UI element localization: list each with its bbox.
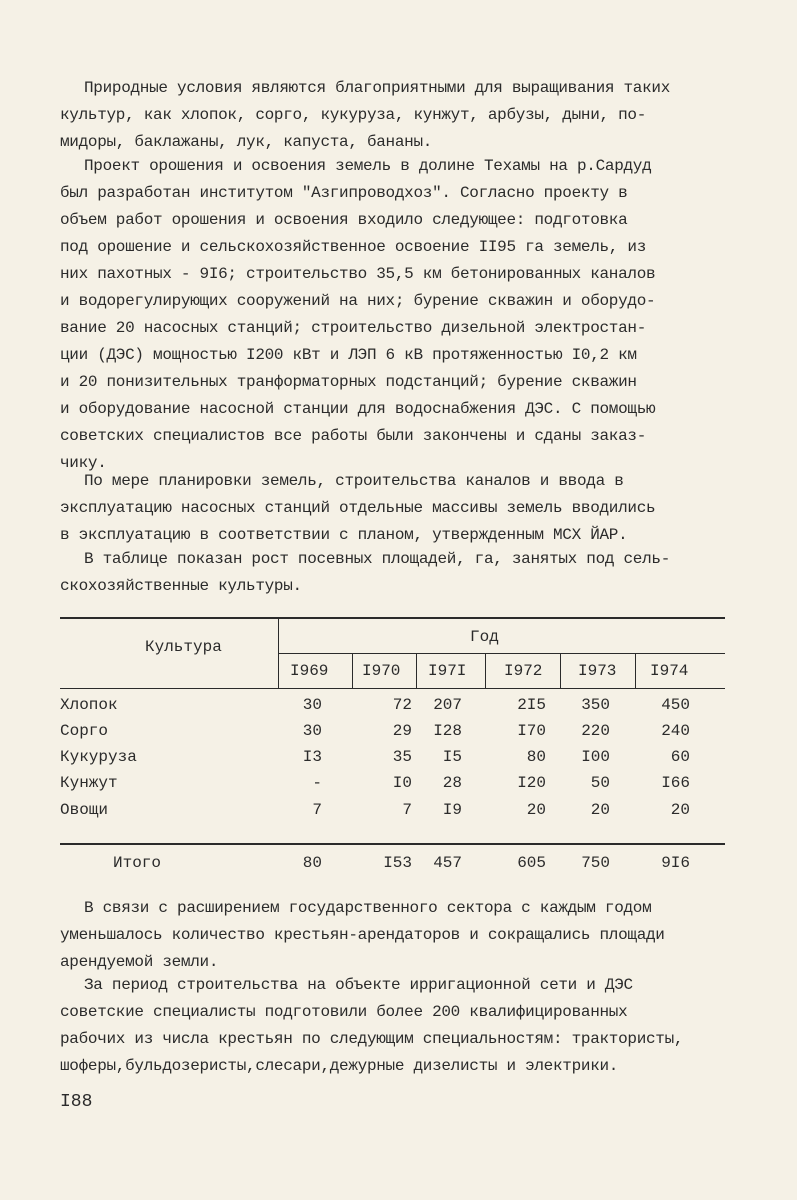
area-value-cell: 207 [433, 696, 462, 714]
text-line: объем работ орошения и освоения входило следующее: подготовка [60, 211, 628, 229]
crop-name-cell: Хлопок [60, 696, 118, 714]
area-value-cell: 60 [670, 748, 690, 766]
area-value-cell: I3 [302, 748, 322, 766]
total-rule [60, 843, 725, 845]
total-value-cell: 457 [433, 854, 462, 872]
paragraph-land-planning [60, 468, 750, 549]
area-value-cell: 35 [392, 748, 412, 766]
area-value-cell: 80 [526, 748, 546, 766]
text-line: По мере планировки земель, строительства каналов и ввода в [84, 472, 624, 490]
area-value-cell: I5 [442, 748, 462, 766]
column-divider [635, 653, 636, 688]
area-value-cell: 2I5 [517, 696, 546, 714]
area-value-cell: 20 [670, 801, 690, 819]
text-line: чику. [60, 454, 107, 472]
total-label-cell: Итого [113, 854, 162, 872]
text-line: и 20 понизительных транформаторных подстанций; бурение скважин [60, 373, 637, 391]
area-value-cell: I28 [433, 722, 462, 740]
area-value-cell: 50 [590, 774, 610, 792]
area-value-cell: 350 [581, 696, 610, 714]
area-value-cell: - [312, 774, 322, 792]
paragraph-table-intro [60, 546, 750, 600]
text-line: мидоры, баклажаны, лук, капуста, бананы. [60, 133, 433, 151]
area-value-cell: 20 [590, 801, 610, 819]
paragraph-specialists [60, 972, 750, 1080]
text-line: шоферы,бульдозеристы,слесари,дежурные дизелисты и электрики. [60, 1057, 619, 1075]
text-line: вание 20 насосных станций; строительство дизельной электростан- [60, 319, 646, 337]
text-line: В связи с расширением государственного сектора с каждым годом [84, 899, 652, 917]
text-line: и водорегулирующих сооружений на них; бурение скважин и оборудо- [60, 292, 656, 310]
text-line: скохозяйственные культуры. [60, 577, 302, 595]
year-header-cell: I969 [290, 662, 329, 680]
area-value-cell: 28 [442, 774, 462, 792]
area-value-cell: 72 [392, 696, 412, 714]
area-value-cell: 20 [526, 801, 546, 819]
text-line: советские специалисты подготовили более 200 квалифицированных [60, 1003, 628, 1021]
paragraph-irrigation-project [60, 153, 750, 477]
text-line: советских специалистов все работы были закончены и сданы заказ- [60, 427, 646, 445]
year-header-cell: I974 [650, 662, 689, 680]
year-column-header: Год [470, 628, 499, 646]
text-line: был разработан институтом "Азгипроводхоз". Согласно проекту в [60, 184, 628, 202]
column-divider [352, 653, 353, 688]
header-bottom-rule [60, 688, 725, 689]
area-value-cell: 7 [402, 801, 412, 819]
paragraph-natural-conditions [60, 75, 750, 156]
text-line: в эксплуатацию в соответствии с планом, утвержденным МСХ ЙАР. [60, 526, 628, 544]
column-divider [416, 653, 417, 688]
area-value-cell: 30 [302, 722, 322, 740]
total-value-cell: 9I6 [661, 854, 690, 872]
area-value-cell: 30 [302, 696, 322, 714]
text-line: За период строительства на объекте ирригационной сети и ДЭС [84, 976, 633, 994]
crop-column-header: Культура [145, 638, 222, 656]
total-value-cell: I53 [383, 854, 412, 872]
text-line: В таблице показан рост посевных площадей, га, занятых под сель- [84, 550, 670, 568]
column-divider [278, 618, 279, 688]
area-value-cell: I00 [581, 748, 610, 766]
year-header-cell: I972 [504, 662, 543, 680]
crop-name-cell: Кукуруза [60, 748, 137, 766]
text-line: Проект орошения и освоения земель в долине Техамы на р.Сардуд [84, 157, 652, 175]
area-value-cell: I9 [442, 801, 462, 819]
area-value-cell: I0 [392, 774, 412, 792]
column-divider [560, 653, 561, 688]
text-line: уменьшалось количество крестьян-арендаторов и сокращались площади [60, 926, 665, 944]
text-line: Природные условия являются благоприятными для выращивания таких [84, 79, 670, 97]
text-line: и оборудование насосной станции для водоснабжения ДЭС. С помощью [60, 400, 656, 418]
text-line: арендуемой земли. [60, 953, 219, 971]
text-line: эксплуатацию насосных станций отдельные массивы земель вводились [60, 499, 656, 517]
area-value-cell: 7 [312, 801, 322, 819]
column-divider [485, 653, 486, 688]
total-value-cell: 750 [581, 854, 610, 872]
area-value-cell: 240 [661, 722, 690, 740]
year-header-cell: I973 [578, 662, 617, 680]
total-value-cell: 605 [517, 854, 546, 872]
area-value-cell: 450 [661, 696, 690, 714]
text-line: культур, как хлопок, сорго, кукуруза, кунжут, арбузы, дыни, по- [60, 106, 646, 124]
area-value-cell: I66 [661, 774, 690, 792]
crop-name-cell: Овощи [60, 801, 109, 819]
text-line: ции (ДЭС) мощностью I200 кВт и ЛЭП 6 кВ протяженностью I0,2 км [60, 346, 637, 364]
text-line: них пахотных - 9I6; строительство 35,5 км бетонированных каналов [60, 265, 656, 283]
year-header-cell: I97I [428, 662, 467, 680]
text-line: рабочих из числа крестьян по следующим специальностям: трактористы, [60, 1030, 684, 1048]
table-top-rule [60, 617, 725, 619]
year-header-rule [278, 653, 725, 654]
total-value-cell: 80 [302, 854, 322, 872]
page-number: I88 [60, 1092, 93, 1112]
area-value-cell: I70 [517, 722, 546, 740]
paragraph-state-sector [60, 895, 750, 976]
year-header-cell: I970 [362, 662, 401, 680]
area-value-cell: I20 [517, 774, 546, 792]
area-value-cell: 29 [392, 722, 412, 740]
text-line: под орошение и сельскохозяйственное освоение II95 га земель, из [60, 238, 646, 256]
crop-name-cell: Сорго [60, 722, 109, 740]
crop-name-cell: Кунжут [60, 774, 118, 792]
area-value-cell: 220 [581, 722, 610, 740]
